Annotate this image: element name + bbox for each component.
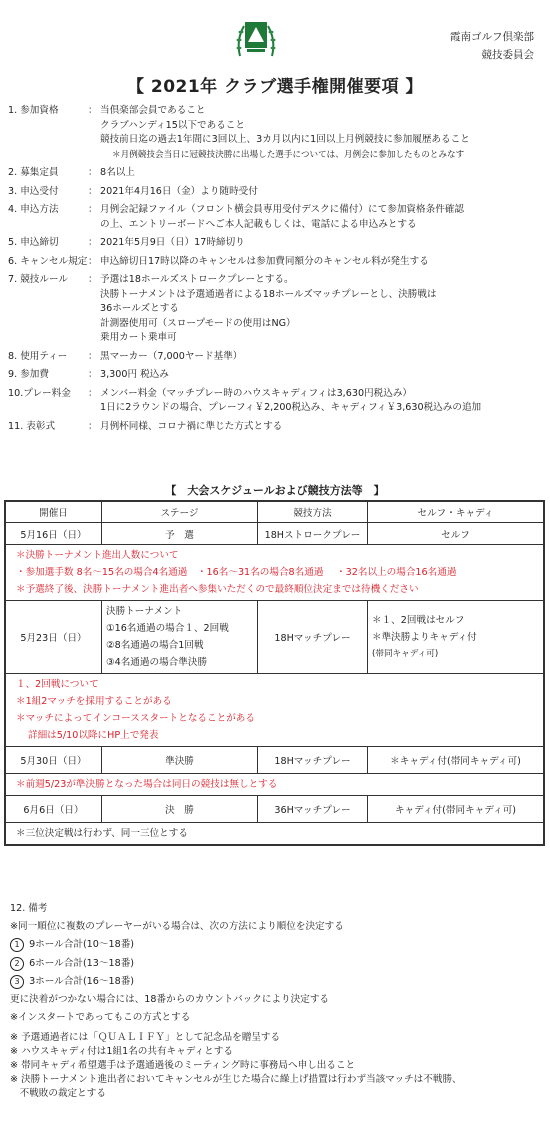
circled-number: 1 xyxy=(10,938,24,952)
club-emblem-icon xyxy=(234,18,278,60)
note-row xyxy=(6,674,544,747)
column-header: 競技方法 xyxy=(258,502,368,523)
note-line: １、2回戦について xyxy=(16,679,99,690)
column-header: 開催日 xyxy=(6,502,102,523)
method-text: 6ホール合計(13～18番) xyxy=(29,957,135,969)
stage-cell: 決 勝 xyxy=(102,796,258,823)
stage-cell: 準決勝 xyxy=(102,747,258,774)
method-cell: 18Hマッチプレー xyxy=(258,601,368,674)
table-row xyxy=(6,601,544,674)
colon: ： xyxy=(88,185,98,197)
date-cell: 5月30日（日） xyxy=(6,747,102,774)
colon: ： xyxy=(88,274,98,285)
colon: ： xyxy=(88,369,98,380)
item-line: 2021年4月16日（金）より随時受付 xyxy=(100,185,258,197)
item-cancel xyxy=(8,255,548,270)
note-line: ＊マッチによってインコーススタートとなることがある xyxy=(16,713,255,724)
org-line: 霞南ゴルフ倶楽部 xyxy=(450,31,534,43)
remarks-list-item: ※ 予選通過者には「ＱＵＡＬＩＦＹ」として記念品を贈呈する xyxy=(10,1032,281,1044)
date-cell: 5月23日（日） xyxy=(6,601,102,674)
table-header-row xyxy=(6,502,544,523)
org-line: 競技委員会 xyxy=(481,49,534,61)
item-line: 月例杯同様、コロナ禍に準じた方式とする xyxy=(100,420,283,432)
remarks-line: 更に決着がつかない場合には、18番からのカウントバックにより決定する xyxy=(10,994,330,1006)
note-line: ＊予選終了後、決勝トーナメント進出者へ参集いただくので最終順位決定までは待機ください xyxy=(16,584,419,595)
item-ceremony xyxy=(8,420,548,435)
remarks-list-item: ※ ハウスキャディ付は1組1名の共有キャディとする xyxy=(10,1046,233,1058)
item-line: メンバー料金（マッチプレー時のハウスキャディフィは3,630円税込み） xyxy=(100,387,413,399)
item-line: クラブハンディ15以下であること xyxy=(100,119,245,131)
note-line: 詳細は5/10以降にHP上で発表 xyxy=(28,730,159,741)
caddie-line: ＊１、2回戦はセルフ xyxy=(372,614,465,626)
colon: ： xyxy=(88,167,98,178)
remarks-list-item: ※ 帯同キャディ希望選手は予選通過後のミーティング時に事務局へ申し出ること xyxy=(10,1060,356,1072)
method-item xyxy=(10,973,545,991)
note-row xyxy=(6,545,544,601)
method-cell: 18Hマッチプレー xyxy=(258,747,368,774)
note-line: ＊1組2マッチを採用することがある xyxy=(16,696,172,707)
item-label: 10.プレー料金 xyxy=(8,387,71,399)
caddie-cell xyxy=(368,601,544,674)
note-row xyxy=(6,823,544,845)
schedule-title: 【 大会スケジュールおよび競技方法等 】 xyxy=(165,484,385,497)
remarks-section xyxy=(10,900,545,1101)
method-text: 3ホール合計(16～18番) xyxy=(29,975,135,987)
item-line: 申込締切日17時以降のキャンセルは参加費同額分のキャンセル料が発生する xyxy=(100,255,429,267)
item-line: 計測器使用可（スロープモードの使用はNG） xyxy=(100,317,296,329)
circled-number: 2 xyxy=(10,957,24,971)
item-line: 2021年5月9日（日）17時締切り xyxy=(100,237,245,248)
caddie-line: (帯同キャディ可) xyxy=(372,648,439,659)
page-title: 【 2021年 クラブ選手権開催要項 】 xyxy=(126,77,424,97)
date-cell: 6月6日（日） xyxy=(6,796,102,823)
method-item xyxy=(10,955,545,973)
remarks-line: ※インスタートであってもこの方式とする xyxy=(10,1012,191,1024)
item-line: 1日に2ラウンドの場合、プレーフィ￥2,200税込み、キャディフィ￥3,630税込みの追加 xyxy=(100,402,482,413)
stage-line: ①16名通過の場合１、2回戦 xyxy=(106,623,229,634)
item-line: 乗用カート乗車可 xyxy=(100,332,177,343)
remarks-list-item: ※ 決勝トーナメント進出者においてキャンセルが生じた場合に繰上げ措置は行わず当該マッチは不戦勝、 xyxy=(10,1074,462,1086)
stage-line: 決勝トーナメント xyxy=(106,606,183,617)
stage-line: ③4名通過の場合準決勝 xyxy=(106,657,208,668)
item-label: 1. 参加資格 xyxy=(8,105,59,116)
item-line: 予選は18ホールズストロークプレーとする。 xyxy=(100,274,294,285)
note-line: ・参加選手数 8名～15名の場合4名通過 ・16名～31名の場合8名通過 ・32名以上の場合16名通過 xyxy=(16,567,457,578)
item-eligibility xyxy=(8,104,548,162)
method-cell: 18Hストロークプレー xyxy=(258,523,368,545)
item-line: 3,300円 税込み xyxy=(100,369,169,380)
item-label: 8. 使用ティー xyxy=(8,350,68,362)
colon: ： xyxy=(88,237,98,248)
stage-cell: 予 選 xyxy=(102,523,258,545)
method-cell: 36Hマッチプレー xyxy=(258,796,368,823)
colon: ： xyxy=(88,204,98,215)
item-line: 競技前日迄の過去1年間に3回以上、3カ月以内に1回以上月例競技に参加履歴あること xyxy=(100,134,470,145)
item-label: 5. 申込締切 xyxy=(8,237,59,248)
note-line: ＊前週5/23が準決勝となった場合は同日の競技は無しとする xyxy=(16,779,278,790)
remarks-list-item: 不戦敗の裁定とする xyxy=(10,1088,106,1100)
item-label: 3. 申込受付 xyxy=(8,185,59,197)
item-line: 月例会記録ファイル（フロント横会員専用受付デスクに備付）にて参加資格条件確認 xyxy=(100,204,464,215)
item-label: 6. キャンセル規定 xyxy=(8,255,88,267)
stage-cell xyxy=(102,601,258,674)
item-label: 2. 募集定員 xyxy=(8,167,59,178)
table-row xyxy=(6,747,544,774)
item-line: 黒マーカー（7,000ヤード基準） xyxy=(100,350,243,362)
item-deadline xyxy=(8,236,548,251)
schedule-table xyxy=(4,500,545,846)
item-label: 4. 申込方法 xyxy=(8,204,59,215)
item-line: 8名以上 xyxy=(100,167,135,178)
stage-line: ②8名通過の場合1回戦 xyxy=(106,640,204,651)
item-fee xyxy=(8,368,548,383)
date-cell: 5月16日（日） xyxy=(6,523,102,545)
item-line: 決勝トーナメントは予選通過者による18ホールズマッチプレーとし、決勝戦は xyxy=(100,288,437,300)
item-label: 9. 参加費 xyxy=(8,369,49,380)
caddie-cell: セルフ xyxy=(368,523,544,545)
requirements-list xyxy=(8,104,548,438)
item-line: 当倶楽部会員であること xyxy=(100,105,206,116)
item-rules xyxy=(8,273,548,346)
remarks-intro: ※同一順位に複数のプレーヤーがいる場合は、次の方法により順位を決定する xyxy=(10,921,344,933)
item-reception xyxy=(8,185,548,200)
item-label: 7. 競技ルール xyxy=(8,274,68,285)
remarks-title: 12. 備考 xyxy=(10,903,48,914)
colon: ： xyxy=(88,420,98,432)
table-row xyxy=(6,796,544,823)
method-text: 9ホール合計(10～18番) xyxy=(29,939,135,951)
column-header: ステージ xyxy=(102,502,258,523)
circled-number: 3 xyxy=(10,975,24,989)
item-method xyxy=(8,203,548,232)
caddie-line: ＊準決勝よりキャディ付 xyxy=(372,631,477,643)
column-header: セルフ・キャディ xyxy=(368,502,544,523)
note-line: ＊決勝トーナメント進出人数について xyxy=(16,550,179,561)
note-line: ＊三位決定戦は行わず、同一三位とする xyxy=(16,828,188,839)
caddie-cell: キャディ付(帯同キャディ可) xyxy=(368,796,544,823)
item-line: の上、エントリーボードへご本人記載もしくは、電話による申込みとする xyxy=(100,218,417,230)
table-row xyxy=(6,523,544,545)
item-capacity xyxy=(8,166,548,181)
method-item xyxy=(10,936,545,954)
item-label: 11. 表彰式 xyxy=(8,420,56,432)
colon: ： xyxy=(88,105,98,116)
item-tee xyxy=(8,350,548,365)
item-note: ＊月例競技会当日に冠競技決勝に出場した選手については、月例会に参加したものとみなす xyxy=(112,149,465,160)
note-row xyxy=(6,774,544,796)
colon: ： xyxy=(88,350,98,362)
colon: ： xyxy=(88,387,98,399)
colon: ： xyxy=(88,255,98,267)
caddie-cell: ＊キャディ付(帯同キャディ可) xyxy=(368,747,544,774)
organization-name xyxy=(450,28,534,64)
item-line: 36ホールズとする xyxy=(100,303,179,314)
item-play-fee xyxy=(8,387,548,416)
